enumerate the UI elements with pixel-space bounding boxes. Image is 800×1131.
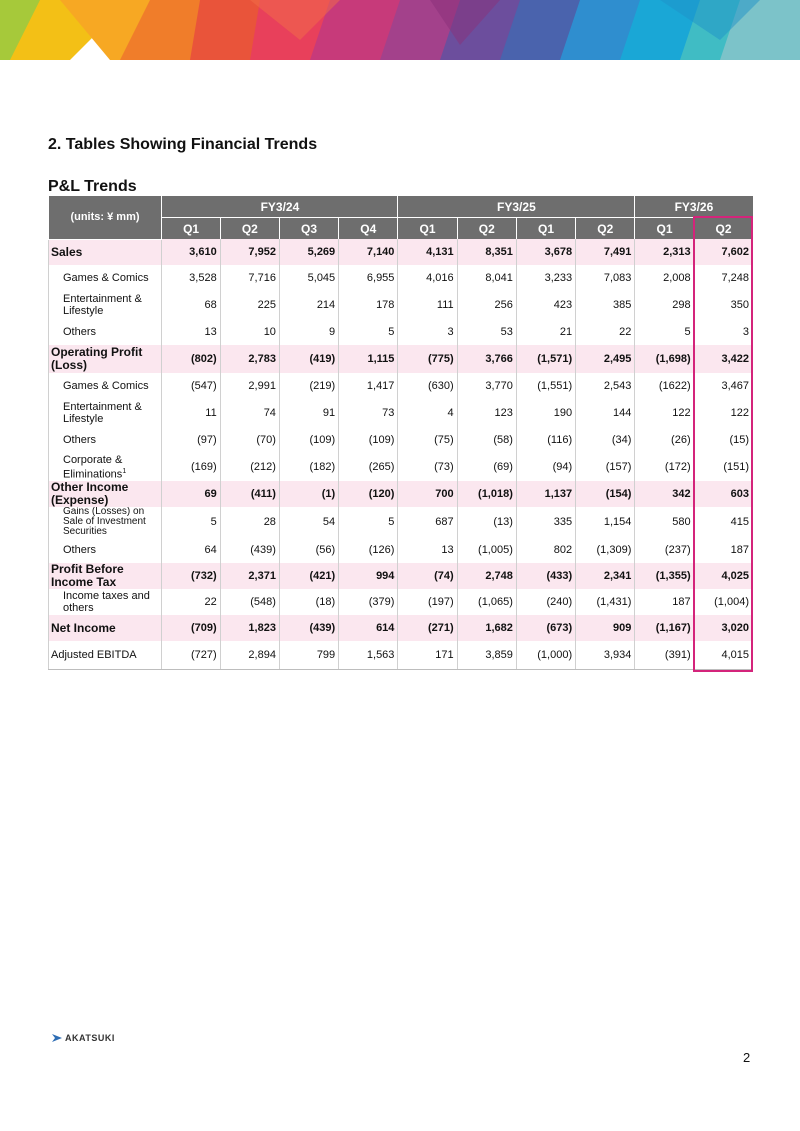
value-cell: 7,602 [694,239,752,265]
value-cell: (212) [220,453,279,481]
value-cell: (1) [279,481,338,507]
value-cell: (56) [279,537,338,563]
value-cell: 1,137 [516,481,575,507]
value-cell: 909 [576,615,635,641]
row-label-text: Profit Before Income Tax [51,563,124,589]
value-cell: (1,000) [516,641,575,669]
row-label [49,453,162,481]
value-cell: (630) [398,373,457,399]
value-cell: (75) [398,427,457,453]
value-cell: 6,955 [339,265,398,291]
value-cell: (120) [339,481,398,507]
value-cell: 53 [457,319,516,345]
value-cell: 1,154 [576,507,635,537]
value-cell: (1,005) [457,537,516,563]
value-cell: (547) [162,373,220,399]
value-cell: 580 [635,507,694,537]
value-cell: 7,248 [694,265,752,291]
table-row [49,589,753,615]
row-label-text: Other Income (Expense) [51,481,129,507]
table-row [49,319,753,345]
value-cell: 9 [279,319,338,345]
value-cell: 2,991 [220,373,279,399]
value-cell: (1,431) [576,589,635,615]
quarter-header: Q1 [516,218,575,240]
value-cell: 423 [516,291,575,319]
value-cell: 4,131 [398,239,457,265]
value-cell: 3,859 [457,641,516,669]
value-cell: 4,016 [398,265,457,291]
table-row [49,453,753,481]
value-cell: 1,563 [339,641,398,669]
footnote-marker: 1 [122,467,127,475]
table-row [49,399,753,427]
value-cell: 13 [162,319,220,345]
value-cell: 799 [279,641,338,669]
value-cell: (18) [279,589,338,615]
value-cell: (182) [279,453,338,481]
value-cell: (219) [279,373,338,399]
value-cell: (172) [635,453,694,481]
value-cell: 7,952 [220,239,279,265]
value-cell: 2,543 [576,373,635,399]
value-cell: (197) [398,589,457,615]
value-cell: 335 [516,507,575,537]
table-title: P&L Trends [48,178,137,195]
value-cell: 5 [635,319,694,345]
row-label-text: Others [63,326,97,338]
section-title: 2. Tables Showing Financial Trends [48,136,318,153]
value-cell: 171 [398,641,457,669]
row-label-text: Adjusted EBITDA [51,648,137,661]
value-cell: 3 [398,319,457,345]
value-cell: 2,341 [576,563,635,589]
value-cell: (391) [635,641,694,669]
value-cell: (126) [339,537,398,563]
table-row [49,481,753,507]
value-cell: 3,528 [162,265,220,291]
value-cell: (419) [279,345,338,373]
value-cell: (732) [162,563,220,589]
row-label [49,481,162,507]
row-label [49,373,162,399]
value-cell: 5 [162,507,220,537]
value-cell: (74) [398,563,457,589]
value-cell: 69 [162,481,220,507]
value-cell: 190 [516,399,575,427]
page-number: 2 [743,1050,751,1065]
value-cell: 4,015 [694,641,752,669]
value-cell: 3,678 [516,239,575,265]
value-cell: (265) [339,453,398,481]
row-label-text: Income taxes and others [63,590,150,614]
units-label: (units: ¥ mm) [49,196,162,239]
value-cell: 687 [398,507,457,537]
row-label-text: Entertainment & Lifestyle [63,293,142,317]
pl-trends-table [48,196,753,670]
value-cell: (1,065) [457,589,516,615]
quarter-header: Q3 [279,218,338,240]
value-cell: 144 [576,399,635,427]
quarter-header: Q2 [694,218,752,240]
value-cell: 385 [576,291,635,319]
row-label-text: Gains (Losses) on Sale of Investment Securities [63,507,146,537]
value-cell: (673) [516,615,575,641]
value-cell: (13) [457,507,516,537]
value-cell: (94) [516,453,575,481]
value-cell: 3,766 [457,345,516,373]
value-cell: 54 [279,507,338,537]
value-cell: (411) [220,481,279,507]
value-cell: (1,355) [635,563,694,589]
value-cell: 1,823 [220,615,279,641]
value-cell: (439) [220,537,279,563]
value-cell: 415 [694,507,752,537]
value-cell: 5,269 [279,239,338,265]
row-label [49,345,162,373]
row-label-text: Others [63,544,97,556]
row-label [49,563,162,589]
value-cell: 3,422 [694,345,752,373]
row-label [49,507,162,537]
header-banner [0,0,800,60]
value-cell: 2,783 [220,345,279,373]
value-cell: 7,083 [576,265,635,291]
row-label-text: Entertainment & Lifestyle [63,401,142,425]
value-cell: 3,020 [694,615,752,641]
value-cell: (1,309) [576,537,635,563]
value-cell: (1622) [635,373,694,399]
logo-text: AKATSUKI [65,1033,115,1043]
value-cell: 214 [279,291,338,319]
value-cell: 1,682 [457,615,516,641]
row-label-text: Games & Comics [63,272,149,284]
value-cell: (1,698) [635,345,694,373]
value-cell: 73 [339,399,398,427]
value-cell: 1,115 [339,345,398,373]
value-cell: 22 [576,319,635,345]
value-cell: 802 [516,537,575,563]
value-cell: 256 [457,291,516,319]
value-cell: 122 [635,399,694,427]
row-label [49,319,162,345]
value-cell: (1,018) [457,481,516,507]
value-cell: 122 [694,399,752,427]
value-cell: 178 [339,291,398,319]
value-cell: 2,313 [635,239,694,265]
value-cell: (97) [162,427,220,453]
value-cell: 3,770 [457,373,516,399]
row-label-text: Corporate & Eliminations [63,453,123,481]
value-cell: (240) [516,589,575,615]
value-cell: (109) [339,427,398,453]
value-cell: 350 [694,291,752,319]
fiscal-year-header: FY3/26 [635,196,753,218]
value-cell: 2,748 [457,563,516,589]
table-row [49,641,753,669]
row-label-text: Sales [51,244,83,259]
table-row [49,345,753,373]
value-cell: (157) [576,453,635,481]
table-row [49,239,753,265]
value-cell: (15) [694,427,752,453]
row-label [49,537,162,563]
value-cell: 3,233 [516,265,575,291]
value-cell: 2,371 [220,563,279,589]
value-cell: 2,495 [576,345,635,373]
table-row [49,373,753,399]
quarter-header: Q1 [398,218,457,240]
value-cell: 187 [694,537,752,563]
quarter-header: Q2 [457,218,516,240]
value-cell: 21 [516,319,575,345]
value-cell: (151) [694,453,752,481]
value-cell: (271) [398,615,457,641]
table-row [49,537,753,563]
row-label [49,291,162,319]
fiscal-year-header: FY3/25 [398,196,635,218]
row-label-text: Net Income [51,620,116,635]
value-cell: 5 [339,507,398,537]
value-cell: (109) [279,427,338,453]
company-logo [52,1033,115,1043]
value-cell: (439) [279,615,338,641]
value-cell: 614 [339,615,398,641]
row-label-text: Games & Comics [63,380,149,392]
table-body [49,239,753,669]
value-cell: 4,025 [694,563,752,589]
value-cell: 7,140 [339,239,398,265]
value-cell: 68 [162,291,220,319]
value-cell: 5,045 [279,265,338,291]
value-cell: 64 [162,537,220,563]
value-cell: 225 [220,291,279,319]
value-cell: 187 [635,589,694,615]
value-cell: 74 [220,399,279,427]
value-cell: (26) [635,427,694,453]
value-cell: 13 [398,537,457,563]
value-cell: 11 [162,399,220,427]
row-label [49,427,162,453]
value-cell: (379) [339,589,398,615]
value-cell: (154) [576,481,635,507]
table-row [49,563,753,589]
value-cell: 2,894 [220,641,279,669]
value-cell: (775) [398,345,457,373]
logo-mark-icon [52,1034,62,1042]
value-cell: (69) [457,453,516,481]
quarter-header: Q1 [635,218,694,240]
value-cell: 603 [694,481,752,507]
value-cell: (1,004) [694,589,752,615]
value-cell: 342 [635,481,694,507]
value-cell: (34) [576,427,635,453]
table-row [49,615,753,641]
value-cell: 3,934 [576,641,635,669]
row-label [49,399,162,427]
value-cell: (116) [516,427,575,453]
value-cell: 3 [694,319,752,345]
value-cell: (709) [162,615,220,641]
table-row [49,291,753,319]
value-cell: (237) [635,537,694,563]
value-cell: 5 [339,319,398,345]
quarter-header: Q2 [220,218,279,240]
row-label [49,589,162,615]
row-label-text: Operating Profit (Loss) [51,345,143,372]
row-label-text: Others [63,434,97,446]
value-cell: (727) [162,641,220,669]
table-row [49,427,753,453]
value-cell: 7,716 [220,265,279,291]
row-label [49,265,162,291]
value-cell: 994 [339,563,398,589]
quarter-header: Q4 [339,218,398,240]
quarter-header: Q1 [162,218,220,240]
row-label [49,239,162,265]
value-cell: 8,041 [457,265,516,291]
quarter-header: Q2 [576,218,635,240]
row-label [49,615,162,641]
value-cell: 7,491 [576,239,635,265]
value-cell: (58) [457,427,516,453]
value-cell: 28 [220,507,279,537]
fiscal-year-header: FY3/24 [162,196,398,218]
value-cell: (169) [162,453,220,481]
value-cell: 2,008 [635,265,694,291]
value-cell: (802) [162,345,220,373]
value-cell: 22 [162,589,220,615]
value-cell: (73) [398,453,457,481]
value-cell: 3,467 [694,373,752,399]
value-cell: (1,167) [635,615,694,641]
value-cell: (433) [516,563,575,589]
table-row [49,265,753,291]
value-cell: (70) [220,427,279,453]
value-cell: 298 [635,291,694,319]
value-cell: (1,551) [516,373,575,399]
value-cell: 3,610 [162,239,220,265]
value-cell: 91 [279,399,338,427]
value-cell: (548) [220,589,279,615]
value-cell: 10 [220,319,279,345]
value-cell: 700 [398,481,457,507]
row-label [49,641,162,669]
value-cell: (1,571) [516,345,575,373]
value-cell: 123 [457,399,516,427]
value-cell: 111 [398,291,457,319]
table-row [49,507,753,537]
value-cell: 8,351 [457,239,516,265]
value-cell: (421) [279,563,338,589]
value-cell: 1,417 [339,373,398,399]
value-cell: 4 [398,399,457,427]
